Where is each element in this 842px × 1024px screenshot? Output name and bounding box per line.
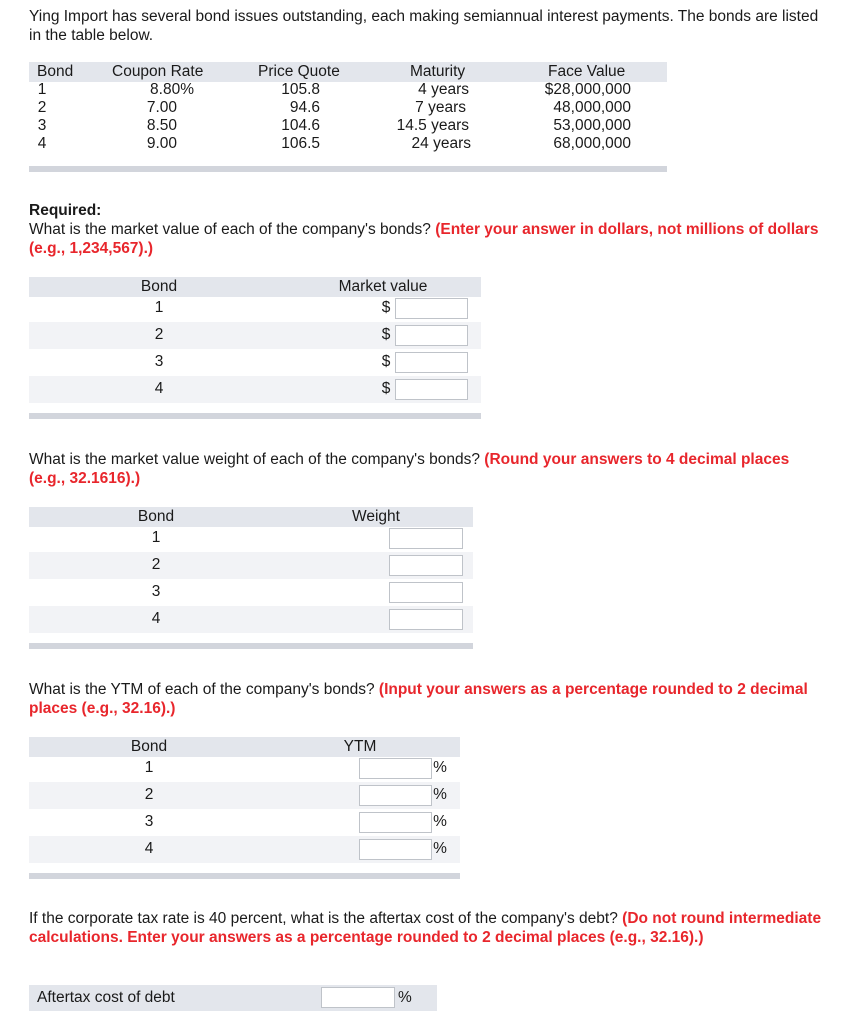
- header-bond: Bond: [130, 738, 168, 755]
- currency-symbol: $: [381, 353, 391, 370]
- aftertax-cost-input[interactable]: [321, 987, 395, 1008]
- cell-bond: 2: [37, 99, 47, 116]
- q1-text: What is the market value of each of the company's bonds?: [29, 221, 431, 238]
- ytm-input-bond-1[interactable]: [359, 758, 432, 779]
- cell-coupon-rate: 7.00: [146, 99, 177, 116]
- bond-number: 1: [154, 299, 164, 316]
- cell-maturity: 14.5 years: [396, 117, 469, 134]
- q2-question: [29, 450, 829, 488]
- cell-coupon-rate: 8.50: [146, 117, 177, 134]
- percent-sign: %: [433, 759, 447, 776]
- table-footer-bar: [29, 643, 473, 649]
- cell-face-value: 68,000,000: [553, 135, 631, 152]
- ytm-table: [29, 737, 460, 883]
- cell-coupon-rate: 8.80%: [150, 81, 194, 98]
- q4-text: If the corporate tax rate is 40 percent, what is the aftertax cost of the company's debt?: [29, 910, 618, 927]
- percent-sign: %: [398, 989, 412, 1006]
- q1-instruction: (Enter your answer in dollars, not millions of dollars (e.g., 1,234,567).): [29, 221, 819, 257]
- weight-input-bond-2[interactable]: [389, 555, 463, 576]
- market-value-input-bond-4[interactable]: [395, 379, 468, 400]
- currency-symbol: $: [381, 299, 391, 316]
- market-value-table: [29, 277, 481, 423]
- percent-sign: %: [433, 786, 447, 803]
- bond-number: 2: [154, 326, 164, 343]
- cell-bond: 1: [37, 81, 47, 98]
- aftertax-cost-label: Aftertax cost of debt: [37, 989, 175, 1006]
- q2-text: What is the market value weight of each of the company's bonds?: [29, 451, 480, 468]
- header-face-value: Face Value: [548, 63, 626, 80]
- q4-instruction: (Do not round intermediate calculations. Enter your answers as a percentage rounded to 2 decimal places (e.g., 32.16).): [29, 910, 822, 946]
- weight-input-bond-3[interactable]: [389, 582, 463, 603]
- market-value-input-bond-2[interactable]: [395, 325, 468, 346]
- header-ytm: YTM: [343, 738, 377, 755]
- bond-number: 4: [154, 380, 164, 397]
- header-bond: Bond: [37, 63, 74, 80]
- ytm-input-bond-2[interactable]: [359, 785, 432, 806]
- q4-question: [29, 909, 829, 947]
- market-value-input-bond-1[interactable]: [395, 298, 468, 319]
- bond-number: 4: [151, 610, 161, 627]
- header-maturity: Maturity: [410, 63, 466, 80]
- cell-face-value: 48,000,000: [553, 99, 631, 116]
- market-value-input-bond-3[interactable]: [395, 352, 468, 373]
- currency-symbol: $: [381, 326, 391, 343]
- cell-price-quote: 105.8: [281, 81, 320, 98]
- intro-text: Ying Import has several bond issues outstanding, each making semiannual interest payments. The bonds are listed in the table below.: [29, 8, 819, 44]
- table-footer-bar: [29, 873, 460, 879]
- q3-text: What is the YTM of each of the company's bonds?: [29, 681, 375, 698]
- table-footer-bar: [29, 413, 481, 419]
- cell-price-quote: 94.6: [289, 99, 320, 116]
- table-header-bar: [29, 737, 460, 757]
- cell-face-value: $28,000,000: [544, 81, 631, 98]
- weight-input-bond-4[interactable]: [389, 609, 463, 630]
- weight-input-bond-1[interactable]: [389, 528, 463, 549]
- header-coupon-rate: Coupon Rate: [112, 63, 204, 80]
- header-price-quote: Price Quote: [258, 63, 340, 80]
- cell-coupon-rate: 9.00: [146, 135, 177, 152]
- table-footer-bar: [29, 166, 667, 172]
- ytm-input-bond-3[interactable]: [359, 812, 432, 833]
- header-bond: Bond: [137, 508, 175, 525]
- cell-price-quote: 104.6: [281, 117, 320, 134]
- header-bond: Bond: [140, 278, 178, 295]
- header-market-value: Market value: [338, 278, 428, 295]
- required-label: Required:: [29, 202, 102, 219]
- bond-number: 1: [151, 529, 161, 546]
- bond-number: 3: [144, 813, 154, 830]
- cell-maturity: 24 years: [411, 135, 471, 152]
- bond-number: 1: [144, 759, 154, 776]
- cell-face-value: 53,000,000: [553, 117, 631, 134]
- cell-maturity: 7 years: [415, 99, 466, 116]
- q1-question: [29, 220, 829, 258]
- cell-maturity: 4 years: [418, 81, 469, 98]
- cell-price-quote: 106.5: [281, 135, 320, 152]
- bond-number: 4: [144, 840, 154, 857]
- q2-instruction: (Round your answers to 4 decimal places (e.g., 32.1616).): [29, 451, 790, 487]
- percent-sign: %: [433, 813, 447, 830]
- aftertax-cost-row: [29, 985, 437, 1011]
- bond-number: 3: [154, 353, 164, 370]
- q3-question: [29, 680, 829, 718]
- currency-symbol: $: [381, 380, 391, 397]
- header-weight: Weight: [352, 508, 400, 525]
- ytm-input-bond-4[interactable]: [359, 839, 432, 860]
- cell-bond: 3: [37, 117, 47, 134]
- weight-table: [29, 507, 473, 653]
- bond-number: 2: [151, 556, 161, 573]
- percent-sign: %: [433, 840, 447, 857]
- bond-number: 2: [144, 786, 154, 803]
- cell-bond: 4: [37, 135, 47, 152]
- q3-instruction: (Input your answers as a percentage rounded to 2 decimal places (e.g., 32.16).): [29, 681, 808, 717]
- bond-number: 3: [151, 583, 161, 600]
